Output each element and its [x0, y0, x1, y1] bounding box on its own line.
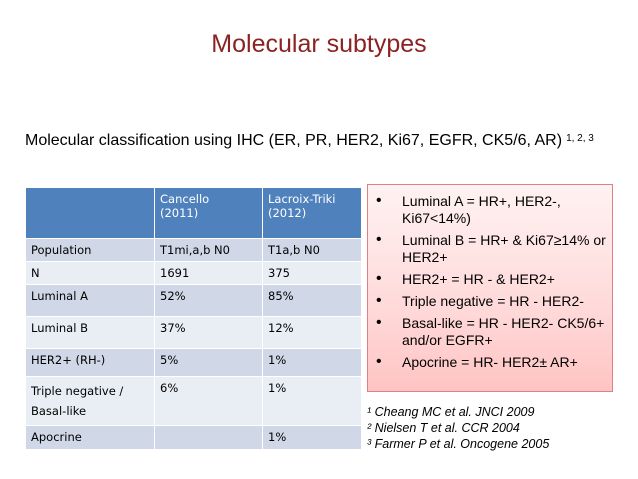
- table-row: [26, 349, 362, 377]
- subtypes-table: [25, 187, 362, 450]
- table-cell: 52%: [155, 285, 263, 317]
- bullet-icon: •: [376, 270, 382, 287]
- subtitle-refs: 1, 2, 3: [566, 133, 594, 144]
- list-item: [374, 193, 606, 227]
- list-item-text: HER2+ = HR - & HER2+: [402, 271, 555, 287]
- reference-item: ¹ Cheang MC et al. JNCI 2009: [367, 405, 535, 419]
- table-row: [26, 239, 362, 262]
- bullet-icon: •: [376, 192, 382, 209]
- bullet-icon: •: [376, 231, 382, 248]
- list-item-text: Triple negative = HR - HER2-: [402, 293, 584, 309]
- table-cell: Luminal B: [26, 317, 155, 349]
- table-header-cell: [26, 188, 155, 239]
- table-row: [26, 285, 362, 317]
- table-cell: 1691: [155, 262, 263, 285]
- table-cell: T1mi,a,b N0: [155, 239, 263, 262]
- table-cell: 1%: [263, 426, 362, 450]
- bullet-icon: •: [376, 314, 382, 331]
- table-cell: 5%: [155, 349, 263, 377]
- table-cell: [155, 426, 263, 450]
- table-header-row: [26, 188, 362, 239]
- table-row: [26, 262, 362, 285]
- table-cell: 6%: [155, 377, 263, 426]
- slide-title: Molecular subtypes: [211, 30, 427, 58]
- list-item: [374, 232, 606, 266]
- table-cell: Population: [26, 239, 155, 262]
- definitions-box: [367, 184, 613, 392]
- table-row: [26, 317, 362, 349]
- list-item: [374, 271, 606, 288]
- list-item-text: Luminal A = HR+, HER2-, Ki67<14%): [402, 193, 561, 226]
- bullet-icon: •: [376, 292, 382, 309]
- list-item-text: Luminal B = HR+ & Ki67≥14% or HER2+: [402, 232, 606, 265]
- table-cell: 85%: [263, 285, 362, 317]
- table-cell: Luminal A: [26, 285, 155, 317]
- slide-subtitle: [25, 128, 625, 151]
- reference-item: ² Nielsen T et al. CCR 2004: [367, 421, 520, 435]
- reference-item: ³ Farmer P et al. Oncogene 2005: [367, 437, 550, 451]
- table-cell: N: [26, 262, 155, 285]
- table-row: [26, 377, 362, 426]
- table-cell: Triple negative / Basal-like: [26, 377, 155, 426]
- references: [367, 404, 627, 452]
- table-cell: 375: [263, 262, 362, 285]
- table-header-cell: Cancello (2011): [155, 188, 263, 239]
- table-cell: 37%: [155, 317, 263, 349]
- table-header-cell: Lacroix-Triki (2012): [263, 188, 362, 239]
- table-cell: T1a,b N0: [263, 239, 362, 262]
- table-cell: Apocrine: [26, 426, 155, 450]
- table-cell: HER2+ (RH-): [26, 349, 155, 377]
- table-cell: 1%: [263, 349, 362, 377]
- list-item-text: Apocrine = HR- HER2± AR+: [402, 354, 578, 370]
- bullet-icon: •: [376, 353, 382, 370]
- list-item: [374, 354, 606, 371]
- list-item: [374, 293, 606, 310]
- subtitle-text: Molecular classification using IHC (ER, PR, HER2, Ki67, EGFR, CK5/6, AR): [25, 132, 563, 149]
- list-item-text: Basal-like = HR - HER2- CK5/6+ and/or EGFR+: [402, 315, 605, 348]
- table-cell: 1%: [263, 377, 362, 426]
- definitions-list: [374, 193, 606, 371]
- table-cell: 12%: [263, 317, 362, 349]
- list-item: [374, 315, 606, 349]
- table-row: [26, 426, 362, 450]
